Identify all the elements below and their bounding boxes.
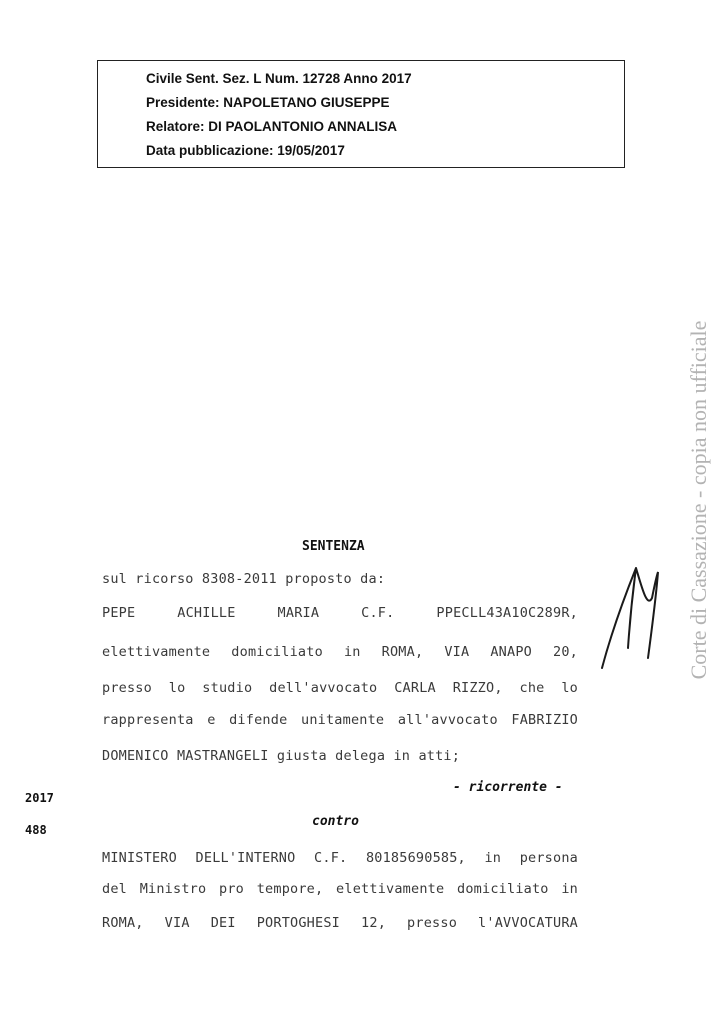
document-title: SENTENZA	[302, 539, 365, 554]
body-line: rappresenta e difende unitamente all'avvocato FABRIZIO	[102, 712, 578, 728]
body-line: DOMENICO MASTRANGELI giusta delega in atti;	[102, 748, 461, 764]
body-line: PEPE ACHILLE MARIA C.F. PPECLL43A10C289R,	[102, 605, 578, 621]
body-line: del Ministro pro tempore, elettivamente domiciliato in	[102, 881, 578, 897]
body-line: MINISTERO DELL'INTERNO C.F. 80185690585, in persona	[102, 850, 578, 866]
header-box	[97, 60, 625, 168]
signature-mark	[592, 558, 672, 678]
watermark: Corte di Cassazione - copia non ufficiale	[686, 320, 711, 680]
body-line: presso lo studio dell'avvocato CARLA RIZZO, che lo	[102, 680, 578, 696]
contro-label: contro	[312, 814, 359, 829]
header-section-line: Civile Sent. Sez. L Num. 12728 Anno 2017	[146, 71, 412, 86]
margin-year: 2017	[25, 791, 54, 805]
header-data-pubblicazione: Data pubblicazione: 19/05/2017	[146, 143, 345, 158]
body-line: elettivamente domiciliato in ROMA, VIA ANAPO 20,	[102, 644, 578, 660]
body-line: ROMA, VIA DEI PORTOGHESI 12, presso l'AVVOCATURA	[102, 915, 578, 931]
margin-number: 488	[25, 823, 47, 837]
role-ricorrente: - ricorrente -	[453, 780, 563, 795]
body-line: sul ricorso 8308-2011 proposto da:	[102, 571, 386, 587]
header-presidente: Presidente: NAPOLETANO GIUSEPPE	[146, 95, 390, 110]
header-relatore: Relatore: DI PAOLANTONIO ANNALISA	[146, 119, 398, 134]
